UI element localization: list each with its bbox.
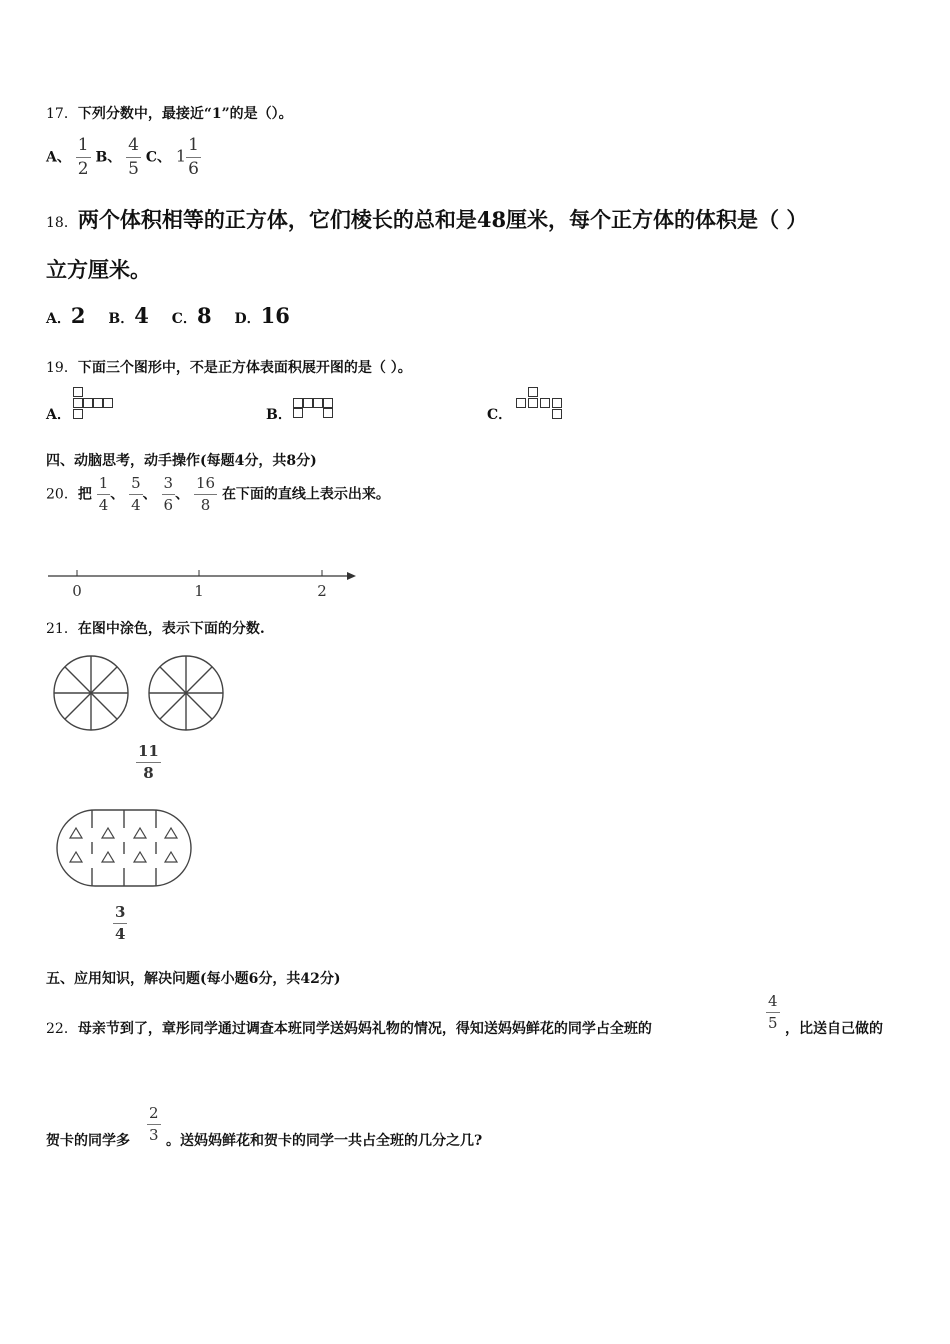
- q17-number: 17．: [46, 106, 78, 122]
- circle-eighths-1: [54, 656, 128, 730]
- q18-option-b-value: 4: [134, 303, 149, 328]
- q21-circles: [50, 652, 240, 736]
- q20-separator: 、: [175, 486, 190, 503]
- q20-fraction-4: $\frac{16}{8}$: [195, 474, 216, 514]
- q19-stem: [46, 357, 412, 377]
- q18-stem-line2: 立方厘米。: [46, 257, 151, 282]
- q22-text-3: 贺卡的同学多: [46, 1133, 130, 1149]
- q20-number-line: [44, 560, 364, 604]
- q17-option-a-label: A、: [46, 149, 71, 166]
- section-5-heading: 五、应用知识，解决问题(每小题6分，共42分): [46, 971, 341, 987]
- q20-stem: [46, 476, 390, 513]
- q18-text-line1: 两个体积相等的正方体，它们棱长的总和是48厘米，每个正方体的体积是（ ）: [77, 207, 808, 232]
- q18-option-a-value: 2: [70, 303, 86, 328]
- q21-fraction-2: $\frac{3}{4}$: [115, 903, 126, 943]
- tick-label-1: 1: [194, 582, 204, 600]
- q21-stem: [46, 618, 265, 638]
- q19-text: 下面三个图形中，不是正方体表面积展开图的是（ ）。: [77, 360, 412, 376]
- q19-option-b-label: B．: [266, 407, 292, 423]
- q20-fraction-3: $\frac{3}{6}$: [163, 474, 174, 514]
- q17-option-b-fraction: $\frac{4}{5}$: [128, 135, 139, 179]
- q19-number: 19．: [46, 360, 78, 376]
- q18-option-d-value: 16: [260, 303, 290, 328]
- q22-fraction-1: $\frac{4}{5}$: [768, 992, 778, 1032]
- q17-option-a-fraction: $\frac{1}{2}$: [77, 135, 89, 179]
- q20-number: 20．: [46, 486, 78, 503]
- q22-text-2: ，比送自己做的: [785, 1021, 883, 1037]
- q20-fraction-2: $\frac{5}{4}$: [131, 474, 141, 514]
- section-4-heading: 四、动脑思考，动手操作(每题4分，共8分): [46, 453, 317, 469]
- q22-stem-line1: [46, 1018, 652, 1038]
- q19-option-a-net: [73, 387, 123, 423]
- q17-option-c-label: C、: [145, 149, 172, 166]
- q17-options: [46, 137, 201, 178]
- q17-option-c-fraction: $\frac{1}{6}$: [188, 135, 199, 179]
- q20-suffix: 在下面的直线上表示出来。: [221, 486, 390, 503]
- q18-number: 18．: [46, 215, 78, 231]
- q22-fraction-2: $\frac{2}{3}$: [149, 1104, 159, 1144]
- q18-option-d-label: D．: [234, 311, 261, 327]
- q18-stem-line1: [46, 204, 807, 234]
- q18-option-c-value: 8: [196, 303, 212, 328]
- q17-stem: [46, 103, 293, 123]
- tick-label-2: 2: [317, 582, 327, 600]
- q18-options: [46, 303, 290, 328]
- q21-oval-triangles: [54, 806, 196, 890]
- q22-text-1: 母亲节到了，章彤同学通过调查本班同学送妈妈礼物的情况，得知送妈妈鲜花的同学占全班的: [77, 1021, 652, 1037]
- q20-separator: 、: [142, 486, 157, 503]
- q19-option-c-net: [516, 387, 566, 423]
- q17-option-b-label: B、: [95, 149, 122, 166]
- q20-fraction-1: $\frac{1}{4}$: [98, 474, 109, 514]
- q18-option-b-label: B．: [108, 311, 135, 327]
- q20-separator: 、: [110, 486, 125, 503]
- q19-option-c-label: C．: [487, 407, 513, 423]
- q17-text: 下列分数中，最接近“1”的是（）。: [77, 106, 293, 122]
- q20-prefix: 把: [77, 486, 92, 503]
- arrow-right-icon: [347, 572, 356, 580]
- q21-number: 21．: [46, 621, 78, 637]
- circle-eighths-2: [149, 656, 223, 730]
- q18-option-c-label: C．: [171, 311, 197, 327]
- q22-text-4: 。送妈妈鲜花和贺卡的同学一共占全班的几分之几?: [166, 1133, 483, 1149]
- q18-option-a-label: A．: [46, 311, 71, 327]
- q21-text: 在图中涂色，表示下面的分数.: [77, 621, 265, 637]
- q21-fraction-1: $\frac{11}{8}$: [138, 742, 159, 782]
- q19-option-a-label: A．: [46, 407, 71, 423]
- q19-option-b-net: [293, 398, 343, 422]
- q17-option-c-whole: 1: [175, 146, 187, 166]
- q22-number: 22．: [46, 1021, 78, 1037]
- tick-label-0: 0: [72, 582, 82, 600]
